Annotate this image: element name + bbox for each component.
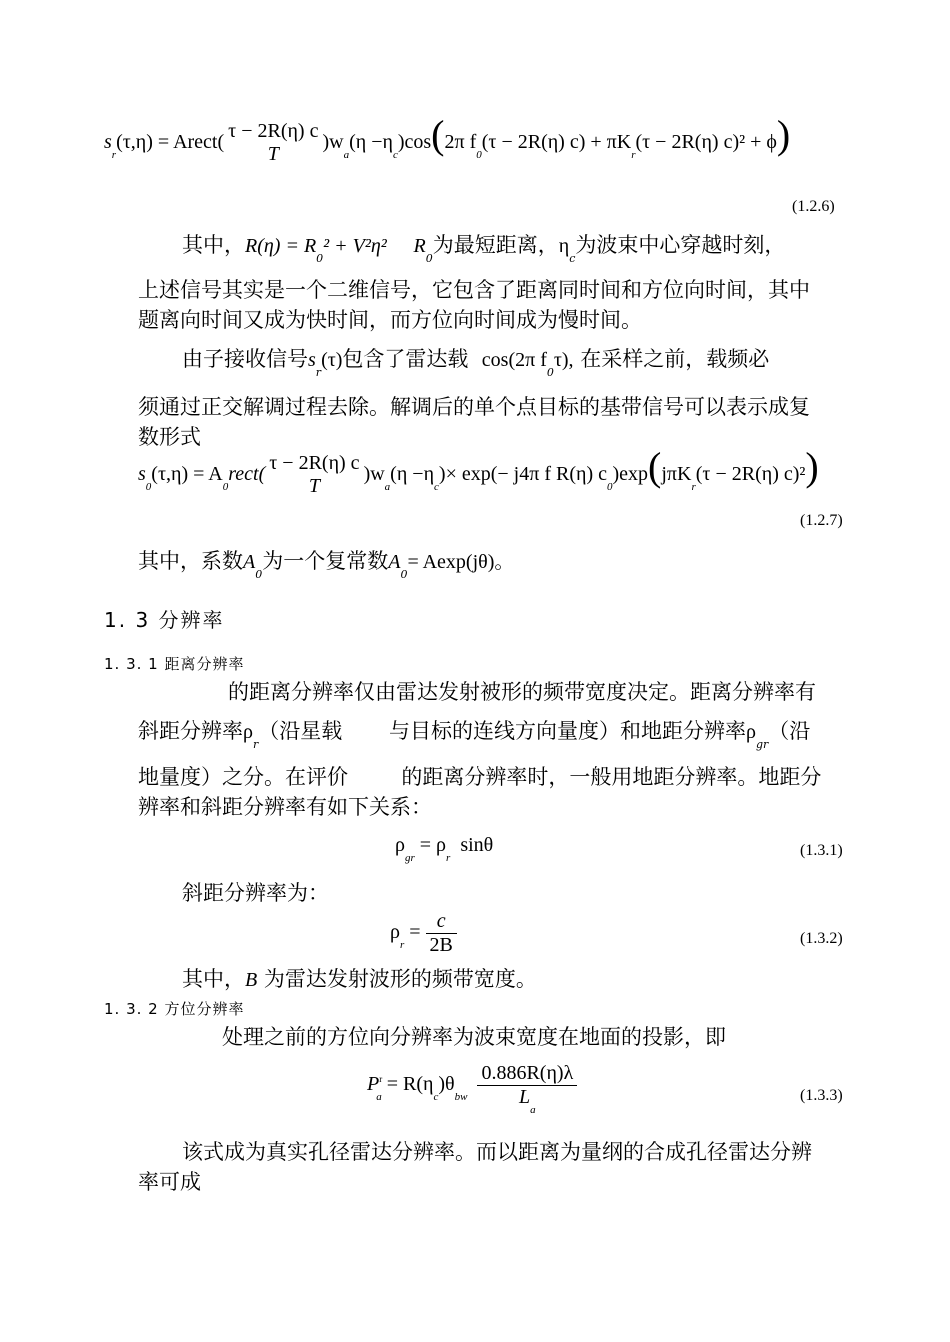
paragraph-line: 上述信号其实是一个二维信号，它包含了距离同时间和方位向时间，其中 (138, 278, 810, 302)
paragraph-line: 题离向时间又成为快时间，而方位向时间成为慢时间。 (138, 308, 642, 332)
equation-1-2-7: $s_0(\tau,\eta)$ = $A_0rect$( τ − 2R(η) c T )$w_a(\eta -\eta_c)\times \exp(- j4\pi$ f R(η) $c_0)\exp(j\pi K_r(\tau - 2R(\eta)$ c)²) (138, 444, 819, 498)
paragraph-line: 斜距分辨率为： (182, 881, 329, 905)
paragraph-line: 辨率和斜距分辨率有如下关系： (138, 795, 432, 819)
equation-number: (1.2.7) (800, 512, 843, 529)
equation-number: (1.3.1) (800, 842, 843, 859)
equation-number: (1.2.6) (792, 198, 835, 215)
paragraph-line: 该式成为真实孔径雷达分辨率。而以距离为量纲的合成孔径雷达分辨 (182, 1140, 812, 1164)
equation-1-3-3: $P^r_a = R(\eta_c)\theta_{bw}$ $\frac{0.886R(\eta)\lambda}{L_a}$ (367, 1062, 577, 1109)
paragraph-line: 须通过正交解调过程去除。解调后的单个点目标的基带信号可以表示成复 (138, 395, 810, 419)
subsection-heading: 1. 3. 1 距离分辨率 (104, 655, 245, 673)
equation-number: (1.3.2) (800, 930, 843, 947)
equation-number: (1.3.3) (800, 1087, 843, 1104)
section-heading: 1. 3 分辨率 (104, 608, 225, 632)
paragraph-line: 其中，系数$A_0$为一个复常数$A_0= Aexp(j\theta)$。 (138, 549, 515, 581)
paragraph-line: 处理之前的方位向分辨率为波束宽度在地面的投影，即 (222, 1025, 726, 1049)
subsection-heading: 1. 3. 2 方位分辨率 (104, 1000, 245, 1018)
paragraph-line: 由子接收信号$s_r(\tau)$包含了雷达载 cos(2π $f_0\tau$), 在采样之前，载频必 (182, 347, 770, 379)
paragraph-line: 斜距分辨率$\rho_r$（沿星载 与目标的连线方向量度）和地距分辨率$\rho_{gr}$（沿 (138, 719, 811, 751)
paragraph-line: 的距离分辨率仅由雷达发射被形的频带宽度决定。距离分辨率有 (228, 680, 816, 704)
paragraph-line: 其中，$R(\eta) = R_0^2 + V^2\eta^2$ $R_0$为最短距离，$\eta_c$为波束中心穿越时刻， (182, 233, 786, 265)
equation-1-2-6: $s_r(\tau,\eta)$ = Arect( τ − 2R(η) c T )$w_a(\eta -\eta_c)\cos(2\pi$ $f_0(\tau - 2R(\eta) c) + \pi K_r(\tau - 2R(\eta) c)^2 + \phi$) (104, 112, 791, 166)
paragraph-line: 数形式 (138, 425, 201, 449)
equation-1-3-1: $\rho_{gr} = \rho_r$ sinθ (395, 834, 494, 864)
paragraph-line: 其中，B 为雷达发射波形的频带宽度。 (182, 967, 537, 991)
paragraph-line: 率可成 (138, 1170, 201, 1194)
paragraph-line: 地量度）之分。在评价 的距离分辨率时，一般用地距分辨率。地距分 (138, 765, 822, 789)
equation-1-3-2: $\rho_r$ = $\frac{c}{2B}$ (390, 910, 457, 957)
